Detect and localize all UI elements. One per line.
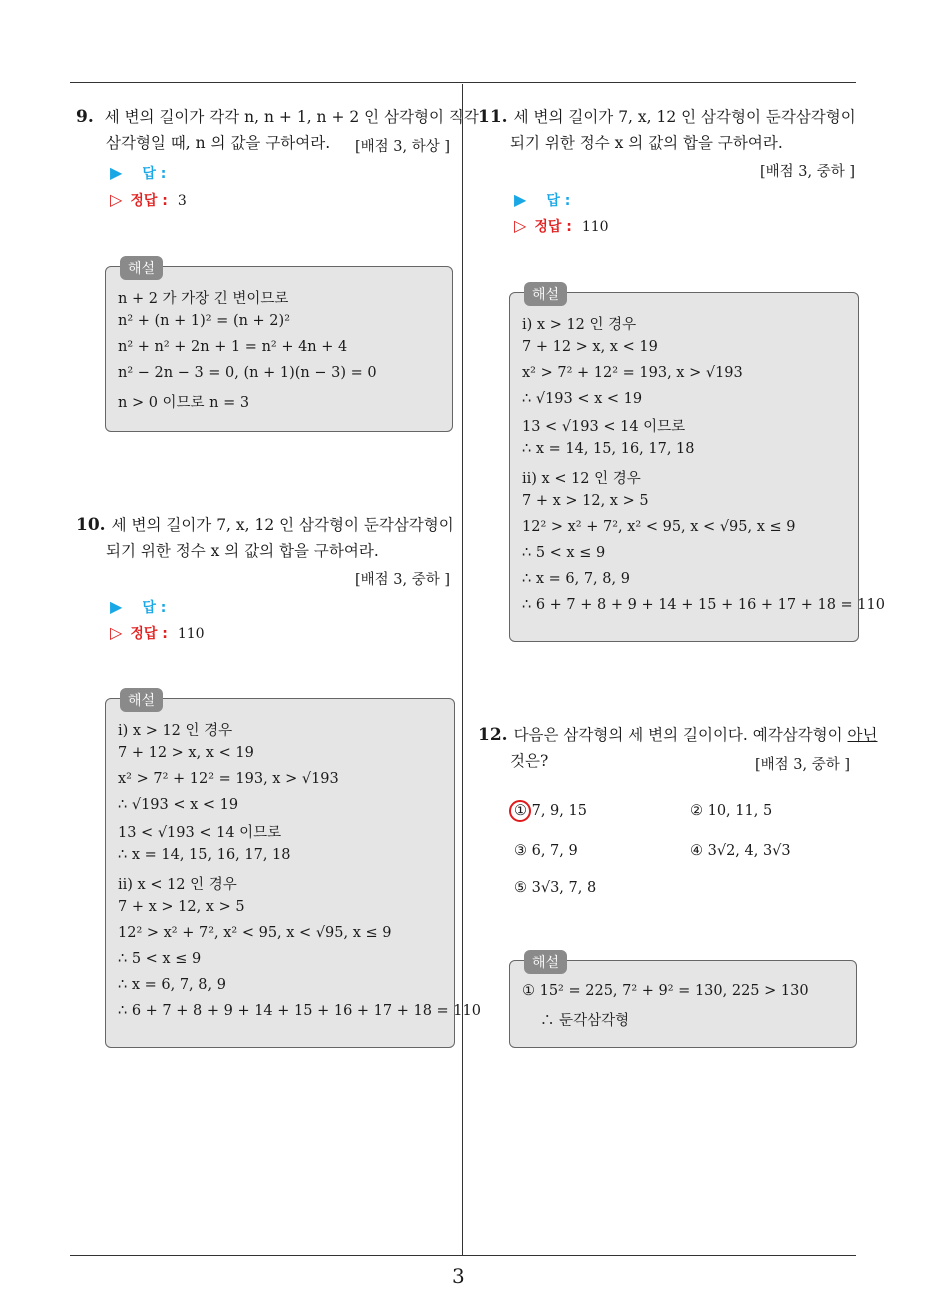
choice-1[interactable]: ① 7, 9, 15 <box>514 803 587 819</box>
q10-explanation-tag: 해설 <box>120 688 163 712</box>
q11-exp-line: ∴ 6 + 7 + 8 + 9 + 14 + 15 + 16 + 17 + 18 = 110 <box>522 597 885 613</box>
q9-exp-line: n > 0 이므로 n = 3 <box>118 395 250 411</box>
q11-line2: 되기 위한 정수 x 의 값의 합을 구하여라. <box>510 134 783 152</box>
q11-line1: 11. 세 변의 길이가 7, x, 12 인 삼각형이 둔각삼각형이 <box>478 107 856 127</box>
q10-exp-line: 7 + 12 > x, x < 19 <box>118 745 254 761</box>
q11-correct-row: ▷ 정답 : 110 <box>514 216 609 235</box>
correct-arrow-icon: ▷ <box>110 623 123 642</box>
q10-line1: 10. 세 변의 길이가 7, x, 12 인 삼각형이 둔각삼각형이 <box>76 515 454 535</box>
q9-line2: 삼각형일 때, n 의 값을 구하여라. <box>106 134 331 152</box>
q10-exp-line: 12² > x² + 7², x² < 95, x < √95, x ≤ 9 <box>118 925 392 941</box>
choice-2[interactable]: ② 10, 11, 5 <box>690 803 773 819</box>
page-number: 3 <box>452 1264 465 1288</box>
q9-exp-line: n² − 2n − 3 = 0, (n + 1)(n − 3) = 0 <box>118 365 377 381</box>
q12-underlined-word: 아닌 <box>847 726 878 744</box>
bottom-rule <box>70 1255 856 1256</box>
q11-exp-line: ∴ x = 14, 15, 16, 17, 18 <box>522 441 695 457</box>
q10-exp-line: ∴ x = 6, 7, 8, 9 <box>118 977 226 993</box>
q9-exp-line: n² + (n + 1)² = (n + 2)² <box>118 313 291 329</box>
q9-number: 9. <box>76 107 94 127</box>
correct-arrow-icon: ▷ <box>110 190 123 209</box>
answer-arrow-icon: ▶ <box>514 190 527 209</box>
q10-score: [배점 3, 중하 ] <box>355 572 451 588</box>
q11-exp-line: 13 < √193 < 14 이므로 <box>522 419 686 435</box>
q9-explanation-box <box>105 266 453 432</box>
q11-score: [배점 3, 중하 ] <box>760 164 856 180</box>
q11-explanation-box <box>509 292 885 642</box>
q12-exp-line: ① 15² = 225, 7² + 9² = 130, 225 > 130 <box>522 983 809 999</box>
q9-explanation-tag: 해설 <box>120 256 163 280</box>
q9-correct-row: ▷ 정답 : 3 <box>110 190 187 209</box>
answer-arrow-icon: ▶ <box>110 163 123 182</box>
q10-exp-line: ∴ x = 14, 15, 16, 17, 18 <box>118 847 291 863</box>
q11-exp-line: 7 + x > 12, x > 5 <box>522 493 649 509</box>
q10-exp-line: 7 + x > 12, x > 5 <box>118 899 245 915</box>
q11-explanation-tag: 해설 <box>524 282 567 306</box>
q9-score: [배점 3, 하상 ] <box>355 139 451 155</box>
q11-exp-line: ∴ 5 < x ≤ 9 <box>522 545 606 561</box>
top-rule <box>70 82 856 83</box>
q10-exp-line: 13 < √193 < 14 이므로 <box>118 825 282 841</box>
q10-exp-line: ∴ 5 < x ≤ 9 <box>118 951 202 967</box>
q10-exp-line: ⅰ) x > 12 인 경우 <box>118 723 233 739</box>
q9-correct-value: 3 <box>177 193 187 209</box>
q9-exp-line: n² + n² + 2n + 1 = n² + 4n + 4 <box>118 339 348 355</box>
column-divider <box>462 84 463 1256</box>
q12-number: 12. <box>478 725 508 745</box>
q11-number: 11. <box>478 107 508 127</box>
choice-3[interactable]: ③ 6, 7, 9 <box>514 843 578 859</box>
q10-exp-line: ∴ √193 < x < 19 <box>118 797 239 813</box>
correct-arrow-icon: ▷ <box>514 216 527 235</box>
q12-score: [배점 3, 중하 ] <box>755 757 851 773</box>
q10-line2: 되기 위한 정수 x 의 값의 합을 구하여라. <box>106 542 379 560</box>
q10-exp-line: ∴ 6 + 7 + 8 + 9 + 14 + 15 + 16 + 17 + 18 = 110 <box>118 1003 481 1019</box>
q10-correct-row: ▷ 정답 : 110 <box>110 623 205 642</box>
answer-arrow-icon: ▶ <box>110 597 123 616</box>
choice-4[interactable]: ④ 3√2, 4, 3√3 <box>690 843 791 859</box>
q12-explanation-tag: 해설 <box>524 950 567 974</box>
q9-answer-row: ▶ 답 : <box>110 163 167 182</box>
q12-line1: 12. 다음은 삼각형의 세 변의 길이이다. 예각삼각형이 아닌 <box>478 725 878 745</box>
q11-exp-line: ∴ x = 6, 7, 8, 9 <box>522 571 630 587</box>
q11-exp-line: x² > 7² + 12² = 193, x > √193 <box>522 365 743 381</box>
q11-answer-row: ▶ 답 : <box>514 190 571 209</box>
q9-exp-line: n + 2 가 가장 긴 변이므로 <box>118 291 289 307</box>
q10-exp-line: ⅱ) x < 12 인 경우 <box>118 877 237 893</box>
q12-exp-line: ∴ 둔각삼각형 <box>540 1013 630 1029</box>
q10-correct-value: 110 <box>177 626 205 642</box>
q10-answer-row: ▶ 답 : <box>110 597 167 616</box>
q11-exp-line: ⅱ) x < 12 인 경우 <box>522 471 641 487</box>
q10-number: 10. <box>76 515 106 535</box>
q9-line1: 9. 세 변의 길이가 각각 n, n + 1, n + 2 인 삼각형이 직각 <box>76 107 479 127</box>
choice-5[interactable]: ⑤ 3√3, 7, 8 <box>514 880 597 896</box>
q11-exp-line: ∴ √193 < x < 19 <box>522 391 643 407</box>
q11-exp-line: 7 + 12 > x, x < 19 <box>522 339 658 355</box>
q11-correct-value: 110 <box>581 219 609 235</box>
choice-1-selected-mark-icon <box>509 800 531 822</box>
q12-line2: 것은? <box>510 752 549 770</box>
q10-exp-line: x² > 7² + 12² = 193, x > √193 <box>118 771 339 787</box>
q11-exp-line: ⅰ) x > 12 인 경우 <box>522 317 637 333</box>
q11-exp-line: 12² > x² + 7², x² < 95, x < √95, x ≤ 9 <box>522 519 796 535</box>
q10-explanation-box <box>105 698 481 1048</box>
